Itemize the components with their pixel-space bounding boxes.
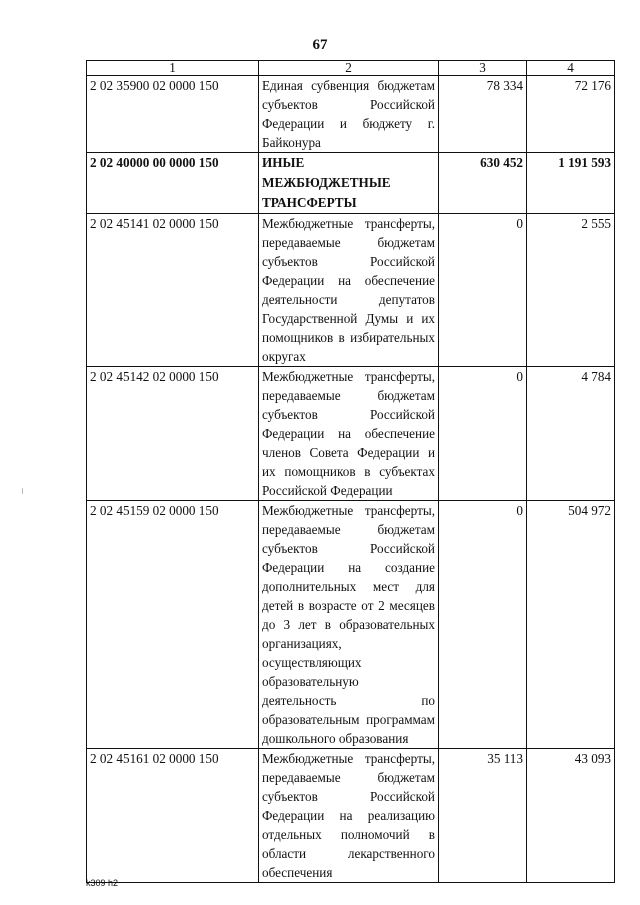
budget-code: 2 02 45159 02 0000 150: [87, 501, 259, 749]
column-header-4: 4: [527, 61, 615, 76]
budget-table: [86, 60, 615, 883]
table-row-section-total: [87, 153, 615, 214]
scan-margin-mark: [22, 488, 23, 494]
document-footer-code: k309 h2: [86, 878, 119, 888]
column-header-2: 2: [259, 61, 439, 76]
budget-code: 2 02 45141 02 0000 150: [87, 214, 259, 367]
value-col3: 0: [439, 214, 527, 367]
value-col4: 1 191 593: [527, 153, 615, 214]
column-number-row: [87, 61, 615, 76]
column-header-1: 1: [87, 61, 259, 76]
value-col3: 78 334: [439, 76, 527, 153]
row-description: Межбюджетные трансферты, передаваемые бюджетам субъектов Российской Федерации на обеспечение членов Совета Федерации и их помощников в субъектах Российской Федерации: [259, 367, 439, 501]
value-col4: 72 176: [527, 76, 615, 153]
table-row: [87, 367, 615, 501]
row-description: Межбюджетные трансферты, передаваемые бюджетам субъектов Российской Федерации на создание дополнительных мест для детей в возрасте от 2 месяцев до 3 лет в образовательных организациях, осуществляющих образовательную деятельность по образовательным программам дошкольного образования: [259, 501, 439, 749]
budget-code: 2 02 40000 00 0000 150: [87, 153, 259, 214]
column-header-3: 3: [439, 61, 527, 76]
table-row: [87, 214, 615, 367]
page-number: 67: [312, 37, 328, 53]
row-description: Единая субвенция бюджетам субъектов Российской Федерации и бюджету г. Байконура: [259, 76, 439, 153]
value-col4: 2 555: [527, 214, 615, 367]
budget-code: 2 02 35900 02 0000 150: [87, 76, 259, 153]
value-col3: 0: [439, 367, 527, 501]
value-col4: 4 784: [527, 367, 615, 501]
row-description: Межбюджетные трансферты, передаваемые бюджетам субъектов Российской Федерации на реализацию отдельных полномочий в области лекарственного обеспечения: [259, 749, 439, 883]
table-row: [87, 501, 615, 749]
value-col3: 630 452: [439, 153, 527, 214]
budget-code: 2 02 45161 02 0000 150: [87, 749, 259, 883]
row-description: Межбюджетные трансферты, передаваемые бюджетам субъектов Российской Федерации на обеспечение деятельности депутатов Государственной Думы и их помощников в избирательных округах: [259, 214, 439, 367]
value-col3: 0: [439, 501, 527, 749]
row-description: ИНЫЕ МЕЖБЮДЖЕТНЫЕ ТРАНСФЕРТЫ: [259, 153, 439, 214]
value-col4: 504 972: [527, 501, 615, 749]
value-col3: 35 113: [439, 749, 527, 883]
value-col4: 43 093: [527, 749, 615, 883]
table-row: [87, 749, 615, 883]
budget-code: 2 02 45142 02 0000 150: [87, 367, 259, 501]
table-row: [87, 76, 615, 153]
